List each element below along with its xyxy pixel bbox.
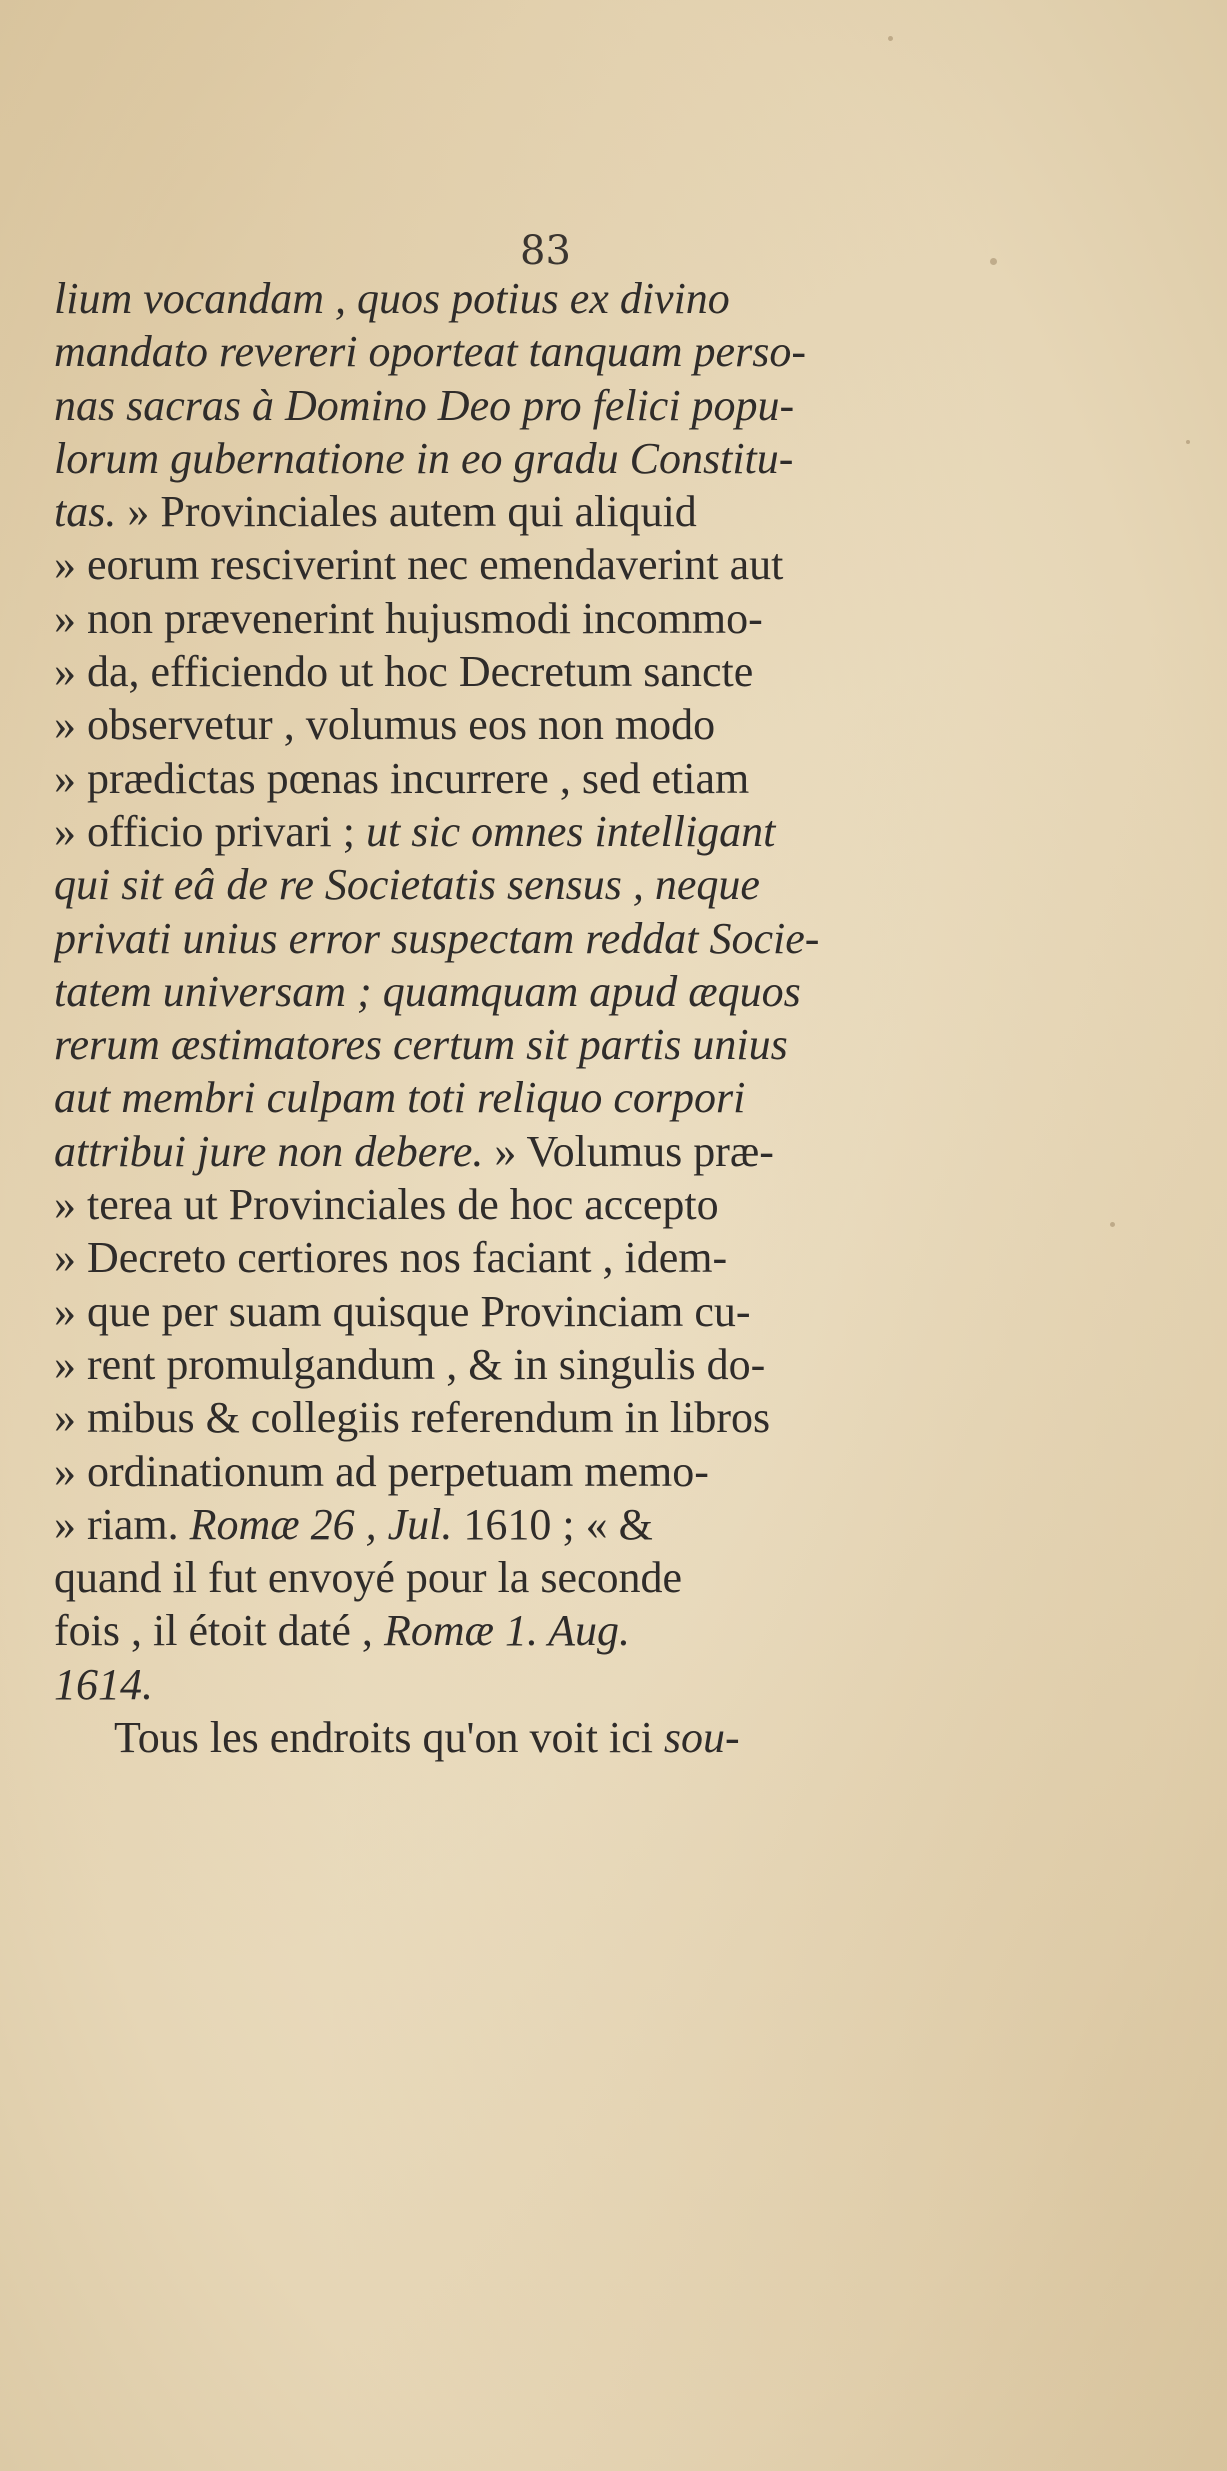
text-segment: » Provinciales autem qui aliquid xyxy=(127,487,697,537)
text-line: rerum æstimatores certum sit partis unius xyxy=(54,1020,788,1070)
text-segment: sou- xyxy=(663,1713,740,1763)
text-line: privati unius error suspectam reddat Socie- xyxy=(54,913,820,963)
text-line xyxy=(54,805,1034,858)
text-line xyxy=(54,1711,1034,1764)
text-line: » rent promulgandum , & in singulis do- xyxy=(54,1339,766,1389)
foxing-spot xyxy=(1186,440,1190,444)
text-line: lorum gubernatione in eo gradu Constitu- xyxy=(54,433,794,483)
text-segment: tas. xyxy=(54,487,128,537)
text-segment: Romæ 26 , Jul. xyxy=(189,1499,464,1549)
text-line: 1614. xyxy=(54,1659,153,1709)
text-segment: ut sic omnes intelligant xyxy=(366,806,776,856)
body-text xyxy=(54,272,1034,1764)
text-line: » eorum resciverint nec emendaverint aut xyxy=(54,540,784,590)
text-line: » observetur , volumus eos non modo xyxy=(54,700,716,750)
text-line: tatem universam ; quamquam apud æquos xyxy=(54,966,801,1016)
text-line: » ordinationum ad perpetuam memo- xyxy=(54,1446,709,1496)
text-line: mandato revereri oporteat tanquam perso- xyxy=(54,327,806,377)
text-line xyxy=(54,1604,1034,1657)
text-segment: quand il fut envoyé pour la seconde xyxy=(54,1553,683,1603)
text-line: lium vocandam , quos potius ex divino xyxy=(54,274,730,323)
page-number: 83 xyxy=(520,228,571,274)
text-segment: fois , il étoit daté , xyxy=(54,1606,384,1656)
text-segment: » riam. xyxy=(54,1499,190,1549)
text-line: aut membri culpam toti reliquo corpori xyxy=(54,1073,746,1123)
text-line: » terea ut Provinciales de hoc accepto xyxy=(54,1180,719,1230)
text-line: » Decreto certiores nos faciant , idem- xyxy=(54,1233,728,1283)
text-line xyxy=(54,1551,1034,1604)
foxing-spot xyxy=(888,36,893,41)
text-line: » mibus & collegiis referendum in libros xyxy=(54,1393,771,1443)
text-line xyxy=(54,1125,1034,1178)
text-segment: » officio privari ; xyxy=(54,806,366,856)
text-line: » da, efficiendo ut hoc Decretum sancte xyxy=(54,647,754,697)
text-segment: » Volumus præ- xyxy=(494,1126,774,1176)
text-line: qui sit eâ de re Societatis sensus , neque xyxy=(54,860,760,910)
text-line: nas sacras à Domino Deo pro felici popu- xyxy=(54,380,795,430)
text-segment: Tous les endroits qu'on voit ici xyxy=(114,1713,664,1763)
text-segment: attribui jure non debere. xyxy=(54,1126,495,1176)
foxing-spot xyxy=(1110,1222,1115,1227)
text-segment: 1610 ; « & xyxy=(463,1499,653,1549)
text-segment: Romæ 1. Aug. xyxy=(383,1606,631,1656)
foxing-spot xyxy=(990,258,997,265)
text-line: » prædictas pœnas incurrere , sed etiam xyxy=(54,753,750,803)
text-line xyxy=(54,1498,1034,1551)
text-line: » que per suam quisque Provinciam cu- xyxy=(54,1286,751,1336)
text-line: » non prævenerint hujusmodi incommo- xyxy=(54,593,763,643)
text-line xyxy=(54,485,1034,538)
